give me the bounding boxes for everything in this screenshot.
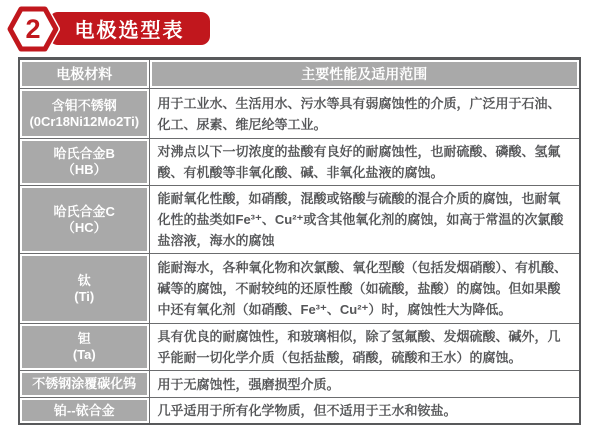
material-name: 含钼不锈钢 (51, 97, 117, 113)
material-name: 哈氏合金C (53, 203, 115, 219)
table-row (19, 186, 580, 254)
material-name: 铂--铱合金 (53, 402, 115, 418)
material-cell (19, 254, 149, 324)
description-cell: 能耐海水，各种氧化物和次氯酸、氧化型酸（包括发烟硝酸）、有机酸、碱等的腐蚀，不耐较纯的还原性酸（如硫酸，盐酸）的腐蚀。但如果酸中还有氧化剂（如硝酸、Fe³⁺、Cu²⁺）时，腐蚀性大为降低。 (149, 254, 580, 324)
page-title: 电极选型表 (74, 20, 185, 42)
table-row (19, 398, 580, 425)
material-code: （HB） (61, 162, 107, 177)
table-row (19, 139, 580, 186)
material-cell (19, 398, 149, 425)
material-code: (0Cr18Ni12Mo2Ti) (29, 113, 140, 129)
table-row (19, 371, 580, 398)
table-row (19, 324, 580, 371)
table-row (19, 254, 580, 324)
description-column-header: 主要性能及适用范围 (149, 59, 580, 89)
material-code: (Ta) (72, 347, 96, 362)
material-cell (19, 186, 149, 254)
electrode-selection-table (18, 57, 581, 425)
description-cell: 能耐氧化性酸，如硝酸，混酸或铬酸与硫酸的混合介质的腐蚀，也耐氧化性的盐类如Fe³⁺、Cu²⁺或含其他氧化剂的腐蚀，如高于常温的次氯酸盐溶液，海水的腐蚀 (149, 186, 580, 254)
description-cell: 几乎适用于所有化学物质，但不适用于王水和铵盐。 (149, 398, 580, 425)
description-cell: 用于工业水、生活用水、污水等具有弱腐蚀性的介质，广泛用于石油、化工、尿素、维尼纶等工业。 (149, 89, 580, 139)
number-badge-icon (6, 5, 60, 53)
material-cell (19, 139, 149, 186)
material-name: 钛 (77, 272, 91, 288)
material-cell (19, 89, 149, 139)
description-cell: 对沸点以下一切浓度的盐酸有良好的耐腐蚀性，也耐硫酸、磷酸、氢氟酸、有机酸等非氧化酸、碱、非氧化盐液的腐蚀。 (149, 139, 580, 186)
material-code: （HC） (61, 219, 107, 235)
material-name: 哈氏合金B (53, 146, 115, 161)
material-code: (Ti) (74, 288, 95, 304)
material-column-header: 电极材料 (19, 59, 149, 89)
material-cell (19, 324, 149, 371)
table-header-row (19, 59, 580, 89)
material-name: 钽 (77, 331, 91, 346)
material-name: 不锈钢涂覆碳化钨 (32, 376, 137, 391)
description-cell: 用于无腐蚀性，强磨损型介质。 (149, 371, 580, 398)
description-cell: 具有优良的耐腐蚀性，和玻璃相似，除了氢氟酸、发烟硫酸、碱外，几乎能耐一切化学介质（包括盐酸，硝酸，硫酸和王水）的腐蚀。 (149, 324, 580, 371)
material-cell (19, 371, 149, 398)
badge-number: 2 (25, 14, 41, 44)
table-row (19, 89, 580, 139)
title-banner (49, 12, 210, 45)
page-header (0, 0, 600, 56)
